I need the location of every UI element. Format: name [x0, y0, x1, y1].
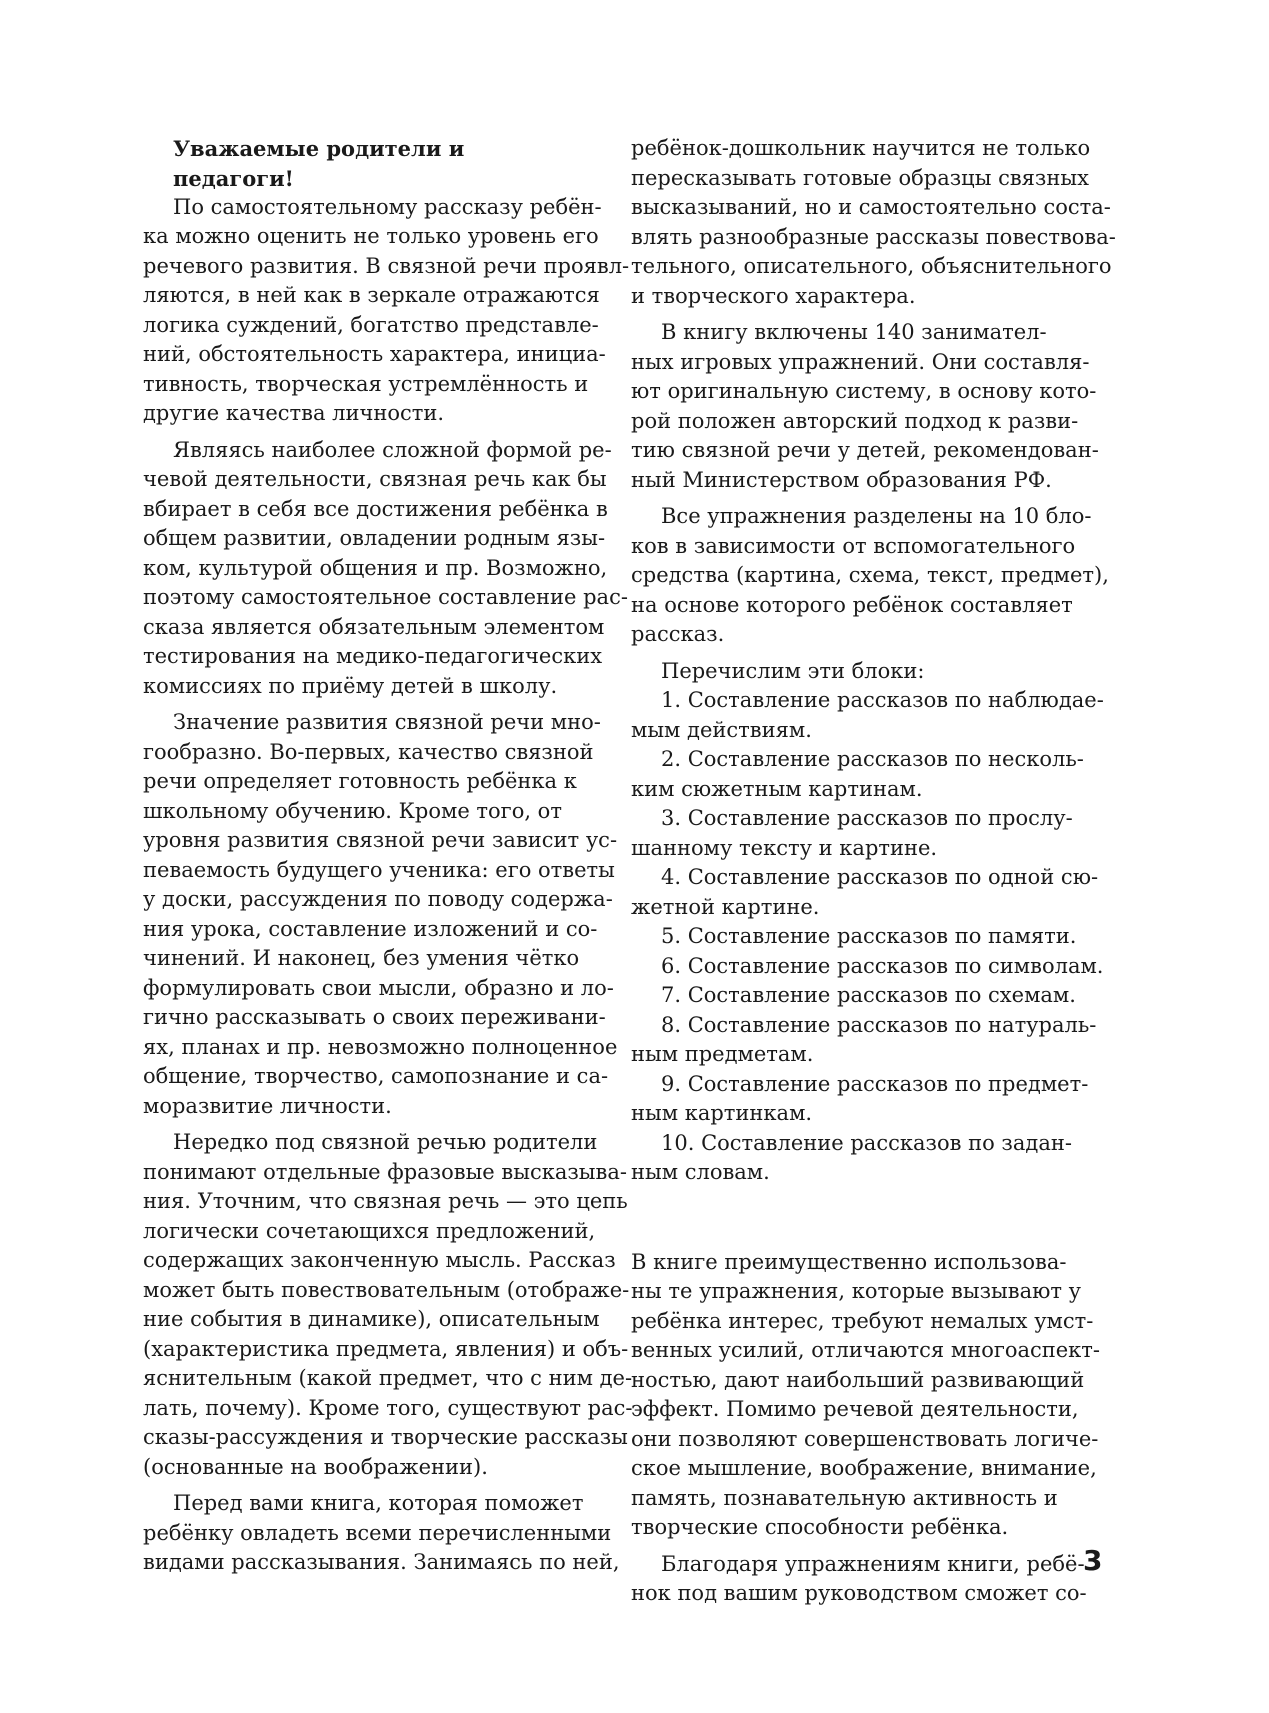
block-list: [631, 686, 1104, 1188]
text-line: ком, культурой общения и пр. Возможно,: [143, 555, 608, 580]
text-line: эффект. Помимо речевой деятельности,: [631, 1397, 1079, 1421]
text-line: певаемость будущего ученика: его ответы: [143, 857, 615, 882]
right-paragraphs-bottom: [631, 1248, 1101, 1616]
list-item: [631, 922, 1077, 952]
text-line: Значение развития связной речи мно-: [173, 710, 601, 734]
list-item-line: 5. Составление рассказов по памяти.: [661, 924, 1077, 948]
list-item: [631, 686, 1104, 745]
text-line: тию связной речи у детей, рекомендован-: [631, 438, 1099, 462]
text-line: ребёнку овладеть всеми перечисленными: [143, 1520, 612, 1545]
list-item: [631, 804, 1073, 863]
text-line: В книге преимущественно использова-: [631, 1249, 1067, 1274]
list-item-line: 3. Составление рассказов по прослу-: [661, 806, 1073, 830]
left-column: [143, 134, 633, 1585]
text-line: речи определяет готовность ребёнка к: [143, 769, 577, 793]
text-line: школьному обучению. Кроме того, от: [143, 798, 562, 823]
text-line: Все упражнения разделены на 10 бло-: [661, 504, 1092, 528]
text-line: общем развитии, овладении родным язы-: [143, 526, 606, 550]
text-line: Являясь наиболее сложной формой ре-: [173, 437, 612, 462]
text-line: чевой деятельности, связная речь как бы: [143, 467, 607, 491]
list-item-line: 7. Составление рассказов по схемам.: [661, 983, 1076, 1007]
list-item-line: жетной картине.: [631, 894, 820, 919]
text-line: и творческого характера.: [631, 283, 916, 308]
text-line: моразвитие личности.: [143, 1093, 392, 1118]
list-item-line: шанному тексту и картине.: [631, 835, 938, 860]
list-item-line: 2. Составление рассказов по несколь-: [661, 747, 1084, 771]
list-item-line: 8. Составление рассказов по натураль-: [661, 1012, 1097, 1037]
list-item-line: 6. Составление рассказов по символам.: [661, 953, 1104, 978]
text-line: венных усилий, отличаются многоаспект-: [631, 1338, 1101, 1362]
text-line: общение, творчество, самопознание и са-: [143, 1064, 609, 1088]
text-line: ния. Уточним, что связная речь — это цепь: [143, 1189, 628, 1213]
page-heading: Уважаемые родители и педагоги!: [173, 136, 465, 191]
list-item: [631, 863, 1099, 922]
text-line: сказа является обязательным элементом: [143, 614, 605, 639]
list-item-line: 1. Составление рассказов по наблюдае-: [661, 688, 1104, 712]
text-line: Перед вами книга, которая поможет: [173, 1491, 584, 1515]
text-line: у доски, рассуждения по поводу содержа-: [143, 887, 613, 911]
text-line: гообразно. Во-первых, качество связной: [143, 739, 594, 764]
text-line: тестирования на медико-педагогических: [143, 644, 603, 668]
text-line: ных игровых упражнений. Они составля-: [631, 349, 1090, 374]
paragraph: [631, 318, 1099, 495]
list-item: [631, 952, 1104, 982]
right-paragraphs-top: [631, 134, 1116, 657]
text-line: уровня развития связной речи зависит ус-: [143, 828, 618, 852]
text-line: ляются, в ней как в зеркале отражаются: [143, 283, 600, 307]
text-line: комиссиях по приёму детей в школу.: [143, 673, 558, 698]
text-line: Благодаря упражнениям книги, ребё-: [661, 1551, 1085, 1576]
list-item-line: мым действиям.: [631, 717, 812, 742]
text-line: влять разнообразные рассказы повествова-: [631, 224, 1116, 249]
text-line: (характеристика предмета, явления) и объ-: [143, 1336, 629, 1361]
text-line: логически сочетающихся предложений,: [143, 1218, 596, 1243]
paragraph: [143, 708, 618, 1121]
text-line: ний, обстоятельность характера, инициа-: [143, 342, 606, 366]
paragraph: [143, 1128, 633, 1482]
text-line: другие качества личности.: [143, 401, 445, 425]
text-line: содержащих законченную мысль. Рассказ: [143, 1248, 616, 1272]
list-item-line: ным словам.: [631, 1160, 770, 1184]
text-line: нок под вашим руководством сможет со-: [631, 1581, 1087, 1605]
list-item-line: 9. Составление рассказов по предмет-: [661, 1071, 1089, 1096]
text-line: видами рассказывания. Занимаясь по ней,: [143, 1550, 620, 1574]
text-line: ют оригинальную систему, в основу кото-: [631, 379, 1097, 403]
text-line: творческие способности ребёнка.: [631, 1515, 1009, 1539]
text-line: рассказ.: [631, 622, 725, 646]
text-line: формулировать свои мысли, образно и ло-: [143, 975, 614, 1000]
text-line: ях, планах и пр. невозможно полноценное: [143, 1034, 618, 1059]
text-line: рой положен авторский подход к разви-: [631, 408, 1079, 433]
paragraph: [631, 1248, 1101, 1543]
text-line: В книгу включены 140 занимател-: [661, 320, 1047, 344]
text-line: ния урока, составление изложений и со-: [143, 916, 598, 941]
left-paragraphs: [143, 193, 633, 1585]
paragraph: [631, 1550, 1087, 1609]
text-line: ребёнок-дошкольник научится не только: [631, 136, 1091, 160]
text-line: ностью, дают наибольший развивающий: [631, 1367, 1085, 1392]
text-line: ков в зависимости от вспомогательного: [631, 533, 1076, 558]
text-line: ребёнка интерес, требуют немалых умст-: [631, 1308, 1094, 1333]
list-item-line: ным предметам.: [631, 1042, 814, 1066]
text-line: ка можно оценить не только уровень его: [143, 224, 599, 248]
list-item-line: 4. Составление рассказов по одной сю-: [661, 865, 1099, 889]
text-line: (основанные на воображении).: [143, 1454, 488, 1479]
text-line: чинений. И наконец, без умения чётко: [143, 946, 580, 970]
text-line: лать, почему). Кроме того, существуют рас-: [143, 1395, 633, 1420]
text-line: речевого развития. В связной речи проявл-: [143, 253, 630, 278]
text-line: вбирает в себя все достижения ребёнка в: [143, 496, 608, 521]
paragraph: [631, 134, 1116, 311]
list-item: [631, 1070, 1089, 1129]
list-item-line: 10. Составление рассказов по задан-: [661, 1130, 1072, 1155]
list-item: [631, 1011, 1097, 1070]
list-item: [631, 745, 1084, 804]
paragraph: [631, 502, 1109, 650]
text-line: ское мышление, воображение, внимание,: [631, 1456, 1097, 1480]
text-line: они позволяют совершенствовать логиче-: [631, 1426, 1099, 1451]
text-line: ный Министерством образования РФ.: [631, 467, 1052, 492]
text-line: на основе которого ребёнок составляет: [631, 592, 1073, 617]
page-number: 3: [1083, 1544, 1103, 1577]
text-line: средства (картина, схема, текст, предмет),: [631, 563, 1109, 587]
text-line: может быть повествовательным (отображе-: [143, 1277, 630, 1302]
text-line: сказы-рассуждения и творческие рассказы: [143, 1425, 628, 1449]
paragraph: [143, 193, 630, 429]
text-line: ние события в динамике), описательным: [143, 1307, 600, 1331]
text-line: поэтому самостоятельное составление рас-: [143, 585, 628, 609]
text-line: ны те упражнения, которые вызывают у: [631, 1279, 1082, 1303]
list-item: [631, 981, 1076, 1011]
text-line: По самостоятельному рассказу ребён-: [173, 194, 602, 219]
text-line: память, познавательную активность и: [631, 1485, 1058, 1510]
text-line: Нередко под связной речью родители: [173, 1130, 598, 1154]
text-line: высказываний, но и самостоятельно соста-: [631, 195, 1111, 219]
list-item: [631, 1129, 1072, 1188]
text-line: понимают отдельные фразовые высказыва-: [143, 1159, 627, 1184]
right-column: [631, 134, 1116, 1616]
list-intro: Перечислим эти блоки:: [661, 658, 925, 683]
text-line: тельного, описательного, объяснительного: [631, 254, 1112, 278]
text-line: пересказывать готовые образцы связных: [631, 165, 1089, 190]
text-line: яснительным (какой предмет, что с ним де-: [143, 1366, 633, 1390]
paragraph: [143, 436, 628, 702]
list-item-line: ким сюжетным картинам.: [631, 776, 923, 801]
paragraph: [143, 1489, 620, 1578]
text-line: тивность, творческая устремлённость и: [143, 371, 589, 396]
list-item-line: ным картинкам.: [631, 1101, 813, 1125]
text-line: логика суждений, богатство представле-: [143, 312, 599, 337]
text-line: гично рассказывать о своих переживани-: [143, 1005, 606, 1029]
